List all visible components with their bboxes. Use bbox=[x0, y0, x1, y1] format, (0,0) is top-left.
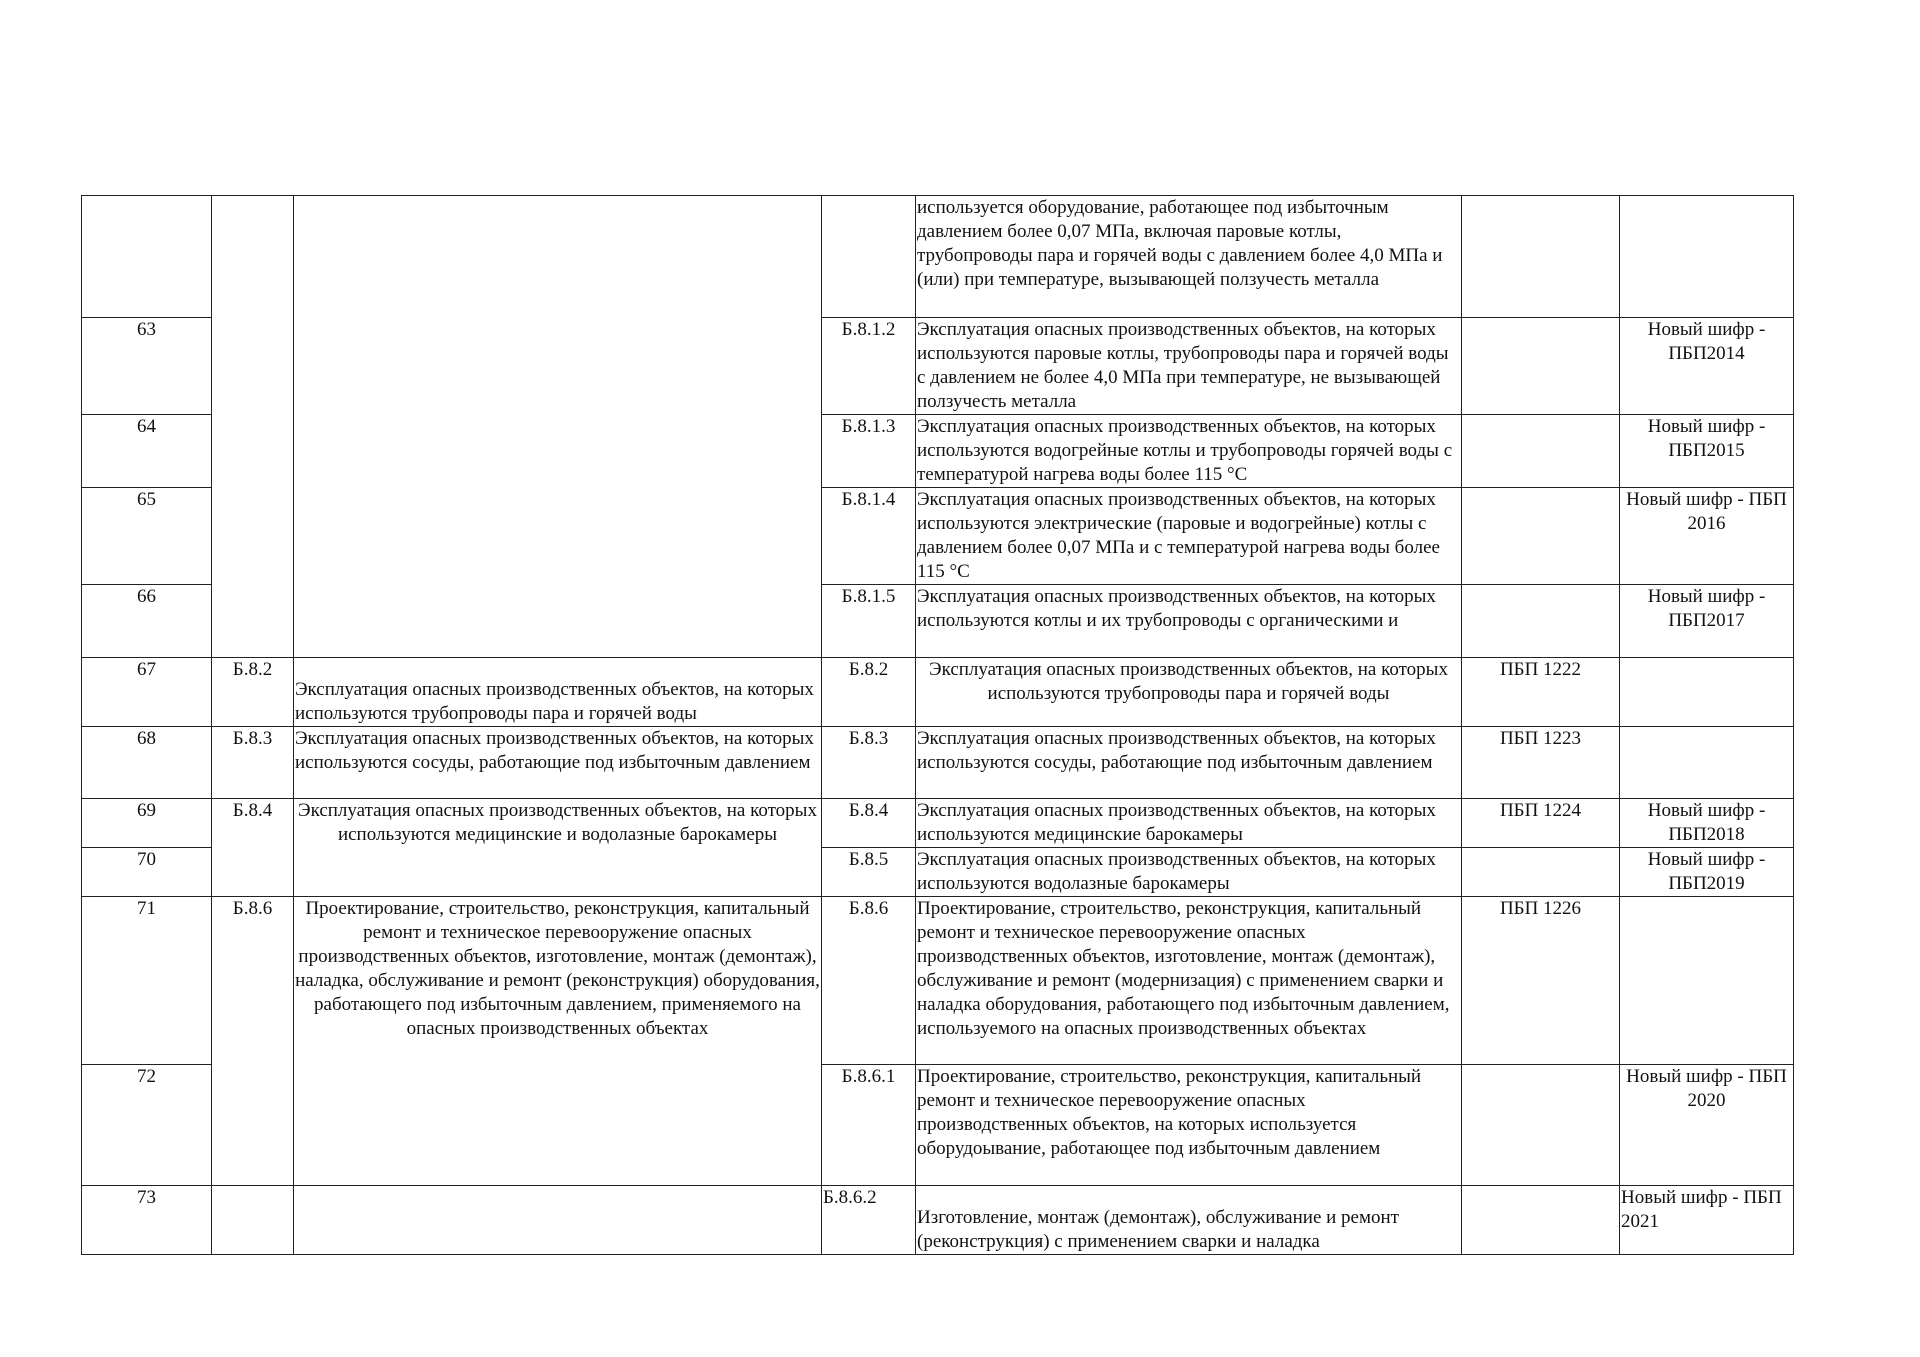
row-number: 71 bbox=[82, 897, 212, 1065]
note-cell: Новый шифр - ПБП2019 bbox=[1620, 848, 1794, 897]
table-row bbox=[82, 897, 1794, 1065]
old-code-cell: Б.8.3 bbox=[212, 727, 294, 799]
cipher-cell bbox=[1462, 488, 1620, 585]
certification-areas-table bbox=[81, 195, 1794, 1255]
note-cell: Новый шифр - ПБП 2016 bbox=[1620, 488, 1794, 585]
old-code-cell bbox=[212, 1186, 294, 1255]
new-code-cell: Б.8.2 bbox=[822, 658, 916, 727]
old-description-cell: Эксплуатация опасных производственных объектов, на которых используются медицинские и водолазные барокамеры bbox=[294, 799, 822, 897]
new-description-cell: Изготовление, монтаж (демонтаж), обслуживание и ремонт (реконструкция) с применением сварки и наладка bbox=[916, 1186, 1462, 1255]
new-description-cell: используется оборудование, работающее под избыточным давлением более 0,07 МПа, включая паровые котлы, трубопроводы пара и горячей воды с давлением более 4,0 МПа и (или) при температуре, вызывающей ползучесть металла bbox=[916, 196, 1462, 318]
old-code-cell bbox=[212, 196, 294, 658]
cipher-cell: ПБП 1223 bbox=[1462, 727, 1620, 799]
row-number: 70 bbox=[82, 848, 212, 897]
old-description-cell: Проектирование, строительство, реконструкция, капитальный ремонт и техническое перевооружение опасных производственных объектов, изготовление, монтаж (демонтаж), наладка, обслуживание и ремонт (реконструкция) оборудования, работающего под избыточным давлением, применяемого на опасных производственных объектах bbox=[294, 897, 822, 1186]
new-description-cell: Эксплуатация опасных производственных объектов, на которых используются электрические (паровые и водогрейные) котлы с давлением более 0,07 МПа и с температурой нагрева воды более 115 °С bbox=[916, 488, 1462, 585]
old-code-cell: Б.8.2 bbox=[212, 658, 294, 727]
new-code-cell: Б.8.1.3 bbox=[822, 415, 916, 488]
old-description-cell bbox=[294, 196, 822, 658]
note-cell: Новый шифр - ПБП2014 bbox=[1620, 318, 1794, 415]
old-description-cell: Эксплуатация опасных производственных объектов, на которых используются сосуды, работающие под избыточным давлением bbox=[294, 727, 822, 799]
new-code-cell: Б.8.1.5 bbox=[822, 585, 916, 658]
note-cell: Новый шифр - ПБП2015 bbox=[1620, 415, 1794, 488]
new-code-cell: Б.8.6 bbox=[822, 897, 916, 1065]
row-number bbox=[82, 196, 212, 318]
new-description-cell: Проектирование, строительство, реконструкция, капитальный ремонт и техническое перевооружение опасных производственных объектов, изготовление, монтаж (демонтаж), обслуживание и ремонт (модернизация) с применением сварки и наладка оборудования, работающего под избыточным давлением, используемого на опасных производственных объектах bbox=[916, 897, 1462, 1065]
row-number: 73 bbox=[82, 1186, 212, 1255]
old-description-cell bbox=[294, 1186, 822, 1255]
new-code-cell: Б.8.1.2 bbox=[822, 318, 916, 415]
new-description-cell: Эксплуатация опасных производственных объектов, на которых используются паровые котлы, трубопроводы пара и горячей воды с давлением не более 4,0 МПа при температуре, не вызывающей ползучесть металла bbox=[916, 318, 1462, 415]
new-code-cell: Б.8.4 bbox=[822, 799, 916, 848]
row-number: 67 bbox=[82, 658, 212, 727]
row-number: 64 bbox=[82, 415, 212, 488]
table-row bbox=[82, 799, 1794, 848]
cipher-cell: ПБП 1226 bbox=[1462, 897, 1620, 1065]
table-row bbox=[82, 727, 1794, 799]
row-number: 65 bbox=[82, 488, 212, 585]
old-code-cell: Б.8.4 bbox=[212, 799, 294, 897]
old-code-cell: Б.8.6 bbox=[212, 897, 294, 1186]
new-description-cell: Эксплуатация опасных производственных объектов, на которых используются медицинские барокамеры bbox=[916, 799, 1462, 848]
cipher-cell bbox=[1462, 318, 1620, 415]
note-cell: Новый шифр - ПБП2017 bbox=[1620, 585, 1794, 658]
cipher-cell bbox=[1462, 196, 1620, 318]
cipher-cell: ПБП 1224 bbox=[1462, 799, 1620, 848]
note-cell bbox=[1620, 897, 1794, 1065]
cipher-cell bbox=[1462, 1065, 1620, 1186]
table-row bbox=[82, 196, 1794, 318]
note-cell: Новый шифр - ПБП 2021 bbox=[1620, 1186, 1794, 1255]
new-code-cell: Б.8.5 bbox=[822, 848, 916, 897]
new-code-cell bbox=[822, 196, 916, 318]
old-description-cell: Эксплуатация опасных производственных объектов, на которых используются трубопроводы пара и горячей воды bbox=[294, 658, 822, 727]
new-description-cell: Эксплуатация опасных производственных объектов, на которых используются водолазные барокамеры bbox=[916, 848, 1462, 897]
note-cell: Новый шифр - ПБП2018 bbox=[1620, 799, 1794, 848]
new-code-cell: Б.8.1.4 bbox=[822, 488, 916, 585]
row-number: 63 bbox=[82, 318, 212, 415]
note-cell bbox=[1620, 727, 1794, 799]
new-description-cell: Эксплуатация опасных производственных объектов, на которых используются трубопроводы пара и горячей воды bbox=[916, 658, 1462, 727]
cipher-cell bbox=[1462, 1186, 1620, 1255]
note-cell bbox=[1620, 658, 1794, 727]
cipher-cell bbox=[1462, 415, 1620, 488]
new-code-cell: Б.8.6.1 bbox=[822, 1065, 916, 1186]
row-number: 68 bbox=[82, 727, 212, 799]
table-row bbox=[82, 1186, 1794, 1255]
cipher-cell bbox=[1462, 585, 1620, 658]
cipher-cell: ПБП 1222 bbox=[1462, 658, 1620, 727]
new-description-cell: Проектирование, строительство, реконструкция, капитальный ремонт и техническое перевооружение опасных производственных объектов, на которых используется оборудоывание, работающее под избыточным давлением bbox=[916, 1065, 1462, 1186]
note-cell: Новый шифр - ПБП 2020 bbox=[1620, 1065, 1794, 1186]
row-number: 66 bbox=[82, 585, 212, 658]
new-code-cell: Б.8.3 bbox=[822, 727, 916, 799]
row-number: 69 bbox=[82, 799, 212, 848]
cipher-cell bbox=[1462, 848, 1620, 897]
new-description-cell: Эксплуатация опасных производственных объектов, на которых используются сосуды, работающие под избыточным давлением bbox=[916, 727, 1462, 799]
note-cell bbox=[1620, 196, 1794, 318]
new-description-cell: Эксплуатация опасных производственных объектов, на которых используются водогрейные котлы и трубопроводы горячей воды с температурой нагрева воды более 115 °С bbox=[916, 415, 1462, 488]
row-number: 72 bbox=[82, 1065, 212, 1186]
new-description-cell: Эксплуатация опасных производственных объектов, на которых используются котлы и их трубопроводы с органическими и bbox=[916, 585, 1462, 658]
new-code-cell: Б.8.6.2 bbox=[822, 1186, 916, 1255]
table-row bbox=[82, 658, 1794, 727]
